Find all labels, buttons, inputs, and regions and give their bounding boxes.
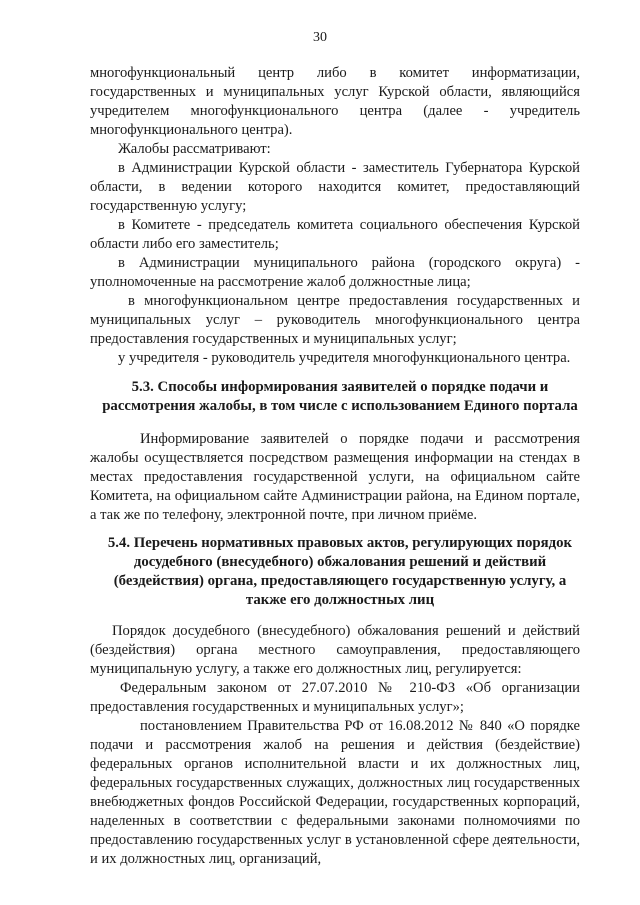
paragraph-founder: у учредителя - руководитель учредителя многофункционального центра. [118,350,571,366]
section-5-4-body [90,622,580,869]
paragraph-municipal-administration: в Администрации муниципального района (городского округа) - уполномоченные на рассмотрение жалоб должностные лица; [90,255,580,290]
section-5-4-heading-block [100,534,580,610]
section-heading-5-3: 5.3. Способы информирования заявителей о порядке подачи и рассмотрения жалобы, в том числе с использованием Единого портала [102,379,578,414]
paragraph-mfc: в многофункциональном центре предоставления государственных и муниципальных услуг – руководитель многофункционального центра предоставления государственных и муниципальных услуг; [90,293,580,347]
paragraph-committee: в Комитете - председатель комитета социального обеспечения Курской области либо его заместитель; [90,217,580,252]
paragraph-government-resolution: постановлением Правительства РФ от 16.08.2012 № 840 «О порядке подачи и рассмотрения жалоб на решения и действия (бездействие) федеральных органов исполнительной власти и их должностных лиц, федеральных государственных служащих, должностных лиц государственных внебюджетных фондов Российской Федерации, государственных корпораций, наделенных в соответствии с федеральными законами полномочиями по предоставлению государственных услуг в установленной сфере деятельности, и их должностных лиц, организаций, [90,718,580,867]
page-number: 30 [313,30,327,45]
paragraph-complaints-reviewed: Жалобы рассматривают: [118,141,271,157]
paragraph-federal-law: Федеральным законом от 27.07.2010 № 210-ФЗ «Об организации предоставления государственных и муниципальных услуг»; [90,680,580,715]
section-5-3-body [90,430,580,525]
paragraph-informing-applicants: Информирование заявителей о порядке подачи и рассмотрения жалобы осуществляется посредством размещения информации на стендах в местах предоставления государственной услуги, на официальном сайте Комитета, на официальном сайте Администрации района, на Едином портале, а так же по телефону, электронной почте, при личном приёме. [90,431,580,523]
section-5-3-heading-block [100,378,580,416]
complaints-recipients-section [90,64,580,368]
paragraph-mfc-committee: многофункциональный центр либо в комитет информатизации, государственных и муниципальных услуг Курской области, являющийся учредителем многофункционального центра (далее - учредитель многофункционального центра). [90,65,580,138]
paragraph-administration-kursk: в Администрации Курской области - заместитель Губернатора Курской области, в ведении которого находится комитет, предоставляющий государственную услугу; [90,160,580,214]
paragraph-appeal-procedure: Порядок досудебного (внесудебного) обжалования решений и действий (бездействия) органа местного самоуправления, предоставляющего муниципальную услугу, а также его должностных лиц, регулируется: [90,623,580,677]
section-heading-5-4: 5.4. Перечень нормативных правовых актов, регулирующих порядок досудебного (внесудебного) обжалования решений и действий (бездействия) органа, предоставляющего государственную услугу, а также его должностных лиц [107,535,573,608]
